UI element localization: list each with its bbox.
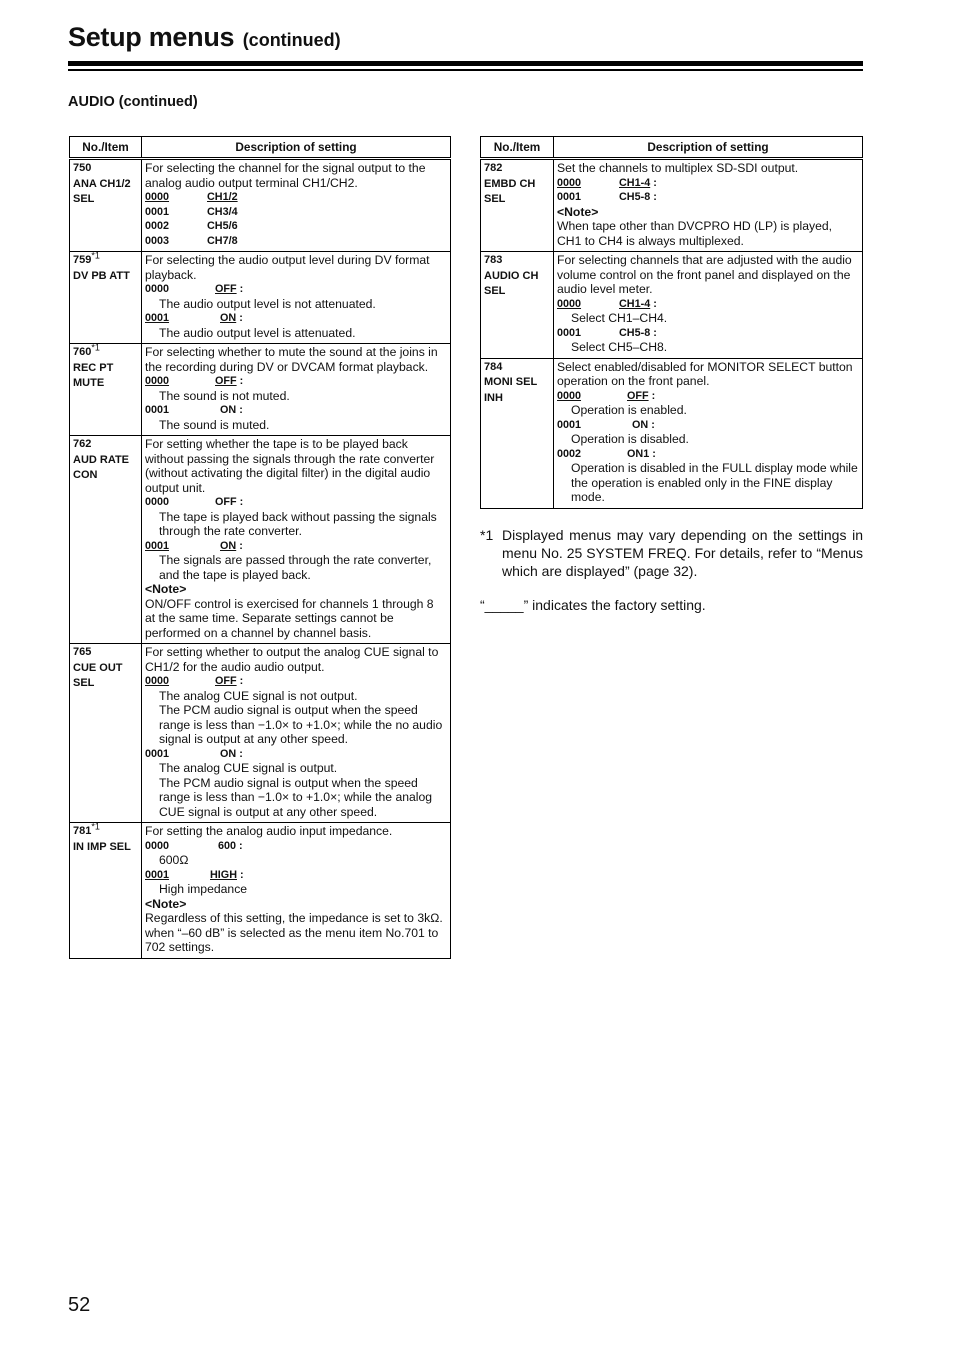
table-row	[70, 436, 451, 644]
table-row	[481, 252, 863, 359]
footnote-ref: *1	[91, 821, 100, 832]
option-label: ON :	[220, 747, 243, 760]
description-cell	[142, 252, 451, 344]
title-rule-thick	[68, 61, 863, 66]
description-text: For selecting the audio output level during DV format playback.	[145, 253, 430, 282]
description-text: For selecting channels that are adjusted with the audio volume control on the front panel and displayed on the audio level meter.	[557, 253, 852, 296]
table-row	[70, 159, 451, 252]
option-code: 0000	[145, 375, 170, 387]
option-label: OFF :	[215, 283, 244, 295]
option-code: 0000	[145, 496, 170, 508]
note-text: ON/OFF control is exercised for channels 1 through 8 at the same time. Separate settings cannot be performed on a channel by channel basis.	[145, 596, 434, 640]
option-label: OFF :	[627, 389, 656, 402]
option-text: Select CH5–CH8.	[571, 340, 668, 354]
item-name: CON	[73, 469, 98, 481]
settings-table-left	[69, 136, 451, 959]
title-main: Setup menus	[68, 22, 235, 52]
option-line	[145, 495, 447, 510]
item-number-line	[73, 342, 138, 361]
option-label: CH5-8 :	[619, 326, 657, 339]
item-name: SEL	[484, 285, 506, 297]
header-description: Description of setting	[554, 137, 863, 159]
option-text: Operation is disabled in the FULL display mode while the operation is enabled only in the FINE display mode.	[571, 461, 858, 504]
option-label: CH1-4 :	[619, 297, 657, 310]
option-line	[145, 747, 447, 762]
description-text: For setting the analog audio input impedance.	[145, 824, 393, 838]
item-name: MONI SEL	[484, 376, 538, 388]
option-label: CH1/2	[207, 191, 238, 203]
option-text: Operation is disabled.	[571, 432, 689, 446]
option-line	[557, 176, 859, 191]
description-text: For selecting whether to mute the sound at the joins in the recording during DV or DVCAM format playback.	[145, 345, 438, 374]
option-label: OFF :	[215, 375, 244, 387]
note-label: <Note>	[557, 204, 599, 219]
item-name: DV PB ATT	[73, 269, 130, 282]
option-code: 0000	[145, 675, 170, 687]
option-code: 0001	[145, 312, 170, 324]
item-name: SEL	[73, 193, 95, 205]
item-number: 750	[73, 162, 92, 174]
title-rule-thin	[68, 69, 863, 71]
option-text: 600Ω	[159, 853, 189, 867]
option-line	[145, 311, 447, 326]
option-code: 0003	[145, 234, 170, 247]
page-title	[68, 22, 341, 53]
table-header-row	[70, 137, 451, 159]
option-line	[557, 389, 859, 404]
option-line	[557, 447, 859, 462]
description-cell	[142, 436, 451, 644]
option-text: The audio output level is attenuated.	[159, 325, 356, 340]
item-number: 759	[73, 254, 92, 266]
item-number: 762	[73, 438, 92, 450]
option-text: The PCM audio signal is output when the speed range is less than −1.0× to +1.0×; while the no audio signal is output at any other speed.	[159, 703, 443, 746]
option-code: 0000	[145, 191, 170, 203]
option-line	[145, 190, 447, 205]
table-row	[70, 252, 451, 344]
option-code: 0001	[145, 868, 170, 881]
header-no-item: No./Item	[481, 137, 554, 159]
page-number: 52	[68, 1294, 91, 1316]
option-line	[145, 868, 447, 883]
description-cell	[142, 823, 451, 959]
option-text: Select CH1–CH4.	[571, 311, 668, 325]
item-number-line	[73, 821, 138, 840]
item-cell	[70, 344, 142, 436]
option-label: OFF :	[215, 675, 244, 687]
footnote-ref: *1	[91, 250, 100, 261]
item-number: 765	[73, 646, 92, 658]
option-label: 600 :	[218, 839, 243, 852]
option-line	[145, 403, 447, 418]
note-text: When tape other than DVCPRO HD (LP) is played, CH1 to CH4 is always multiplexed.	[557, 219, 833, 248]
description-text: Set the channels to multiplex SD-SDI output.	[557, 161, 799, 175]
description-cell	[554, 159, 863, 252]
option-line	[145, 539, 447, 554]
item-cell	[481, 358, 554, 508]
option-text: The sound is not muted.	[159, 388, 290, 403]
option-label: CH1-4 :	[619, 176, 657, 189]
item-number: 781	[73, 825, 92, 837]
item-name: SEL	[73, 677, 95, 689]
option-text: The sound is muted.	[159, 417, 270, 432]
option-line	[145, 219, 447, 234]
option-code: 0000	[145, 283, 170, 295]
option-code: 0001	[145, 539, 170, 552]
option-line	[145, 374, 447, 389]
option-code: 0001	[557, 326, 582, 339]
option-text: The analog CUE signal is not output.	[159, 688, 358, 703]
option-line	[145, 674, 447, 689]
item-number: 760	[73, 346, 92, 358]
factory-setting-note: “_____” indicates the factory setting.	[480, 597, 706, 613]
item-name: REC PT	[73, 361, 114, 374]
option-label: CH5/6	[207, 220, 238, 232]
option-label: ON :	[632, 418, 655, 431]
table-row	[481, 159, 863, 252]
description-cell	[142, 159, 451, 252]
description-text: For setting whether to output the analog CUE signal to CH1/2 for the audio audio output.	[145, 645, 439, 674]
item-cell	[70, 159, 142, 252]
option-line	[145, 839, 447, 854]
item-number-line	[73, 250, 138, 269]
item-number: 783	[484, 254, 503, 266]
option-code: 0000	[557, 176, 582, 189]
option-label-underlined: OFF	[215, 675, 237, 687]
header-description: Description of setting	[142, 137, 451, 159]
description-cell	[142, 344, 451, 436]
option-line	[557, 190, 859, 205]
item-name: AUDIO CH	[484, 269, 539, 282]
item-name: IN IMP SEL	[73, 840, 131, 853]
note-label: <Note>	[145, 582, 187, 596]
option-code: 0000	[557, 389, 582, 402]
option-code: 0000	[145, 839, 170, 852]
option-line	[145, 282, 447, 297]
option-code: 0002	[145, 220, 170, 232]
item-cell	[70, 644, 142, 823]
table-row	[481, 358, 863, 508]
option-label-underlined: OFF	[627, 389, 649, 402]
item-name: INH	[484, 391, 503, 404]
footnote-ref: *1	[91, 342, 100, 353]
option-label: ON1 :	[627, 447, 656, 460]
footnote	[480, 526, 863, 580]
table-row	[70, 644, 451, 823]
option-label: CH3/4	[207, 205, 238, 218]
option-label: HIGH :	[210, 868, 244, 881]
item-name: ANA CH1/2	[73, 177, 131, 190]
option-label-underlined: CH1-4	[619, 176, 651, 189]
option-line	[557, 326, 859, 341]
option-code: 0001	[145, 404, 170, 416]
footnote-mark: *1	[480, 527, 494, 543]
item-cell	[481, 252, 554, 359]
description-text: Select enabled/disabled for MONITOR SELECT button operation on the front panel.	[557, 359, 853, 388]
item-name: SEL	[484, 193, 506, 205]
option-label: CH5-8 :	[619, 191, 657, 203]
table-row	[70, 823, 451, 959]
option-code: 0000	[557, 297, 582, 310]
option-label-underlined: OFF	[215, 375, 237, 387]
description-cell	[554, 252, 863, 359]
table-row	[70, 344, 451, 436]
option-text: The analog CUE signal is output.	[159, 761, 338, 775]
item-number: 782	[484, 162, 503, 174]
option-label-underlined: HIGH	[210, 868, 237, 881]
option-text: The signals are passed through the rate converter, and the tape is played back.	[159, 553, 432, 582]
option-line	[557, 418, 859, 433]
item-name: AUD RATE	[73, 453, 130, 466]
description-cell	[554, 358, 863, 508]
option-label: ON :	[220, 404, 243, 416]
description-text: For selecting the channel for the signal output to the analog audio output terminal CH1/CH2.	[145, 161, 426, 190]
option-line	[145, 205, 447, 220]
option-label-underlined: ON	[220, 312, 237, 324]
item-cell	[70, 252, 142, 344]
table-header-row	[481, 137, 863, 159]
item-cell	[70, 823, 142, 959]
item-name: EMBD CH	[484, 177, 536, 190]
option-text: The audio output level is not attenuated.	[159, 296, 376, 311]
option-label: ON :	[220, 312, 243, 324]
option-line	[557, 297, 859, 312]
option-label: OFF :	[215, 496, 244, 508]
item-number: 784	[484, 360, 503, 373]
section-heading: AUDIO (continued)	[68, 94, 198, 110]
option-text: The tape is played back without passing the signals through the rate converter.	[159, 509, 437, 538]
option-line	[145, 234, 447, 249]
option-code: 0001	[145, 747, 170, 760]
option-code: 0002	[557, 447, 582, 460]
note-label: <Note>	[145, 896, 187, 911]
settings-table-right	[480, 136, 863, 509]
option-code: 0001	[557, 418, 582, 431]
item-name: MUTE	[73, 377, 105, 389]
description-cell	[142, 644, 451, 823]
header-no-item: No./Item	[70, 137, 142, 159]
option-text: Operation is enabled.	[571, 403, 687, 417]
footnote-text: Displayed menus may vary depending on the settings in menu No. 25 SYSTEM FREQ. For details, refer to “Menus which are displayed” (page 32).	[502, 527, 863, 579]
description-text: For setting whether the tape is to be played back without passing the signals through the rate converter (without activating the digital filter) in the digital audio output unit.	[145, 437, 435, 495]
item-cell	[70, 436, 142, 644]
option-label: CH7/8	[207, 234, 238, 247]
option-text: The PCM audio signal is output when the speed range is less than −1.0× to +1.0×; while the analog CUE signal is output at any other speed.	[159, 775, 433, 819]
option-label-underlined: CH1-4	[619, 297, 651, 310]
option-label: ON :	[220, 539, 243, 552]
option-label-underlined: OFF	[215, 283, 237, 295]
option-code: 0001	[145, 205, 170, 218]
option-code: 0001	[557, 191, 582, 203]
note-text: Regardless of this setting, the impedance is set to 3kΩ. when “–60 dB” is selected as the menu item No.701 to 702 settings.	[145, 911, 443, 954]
option-text: High impedance	[159, 882, 248, 896]
item-cell	[481, 159, 554, 252]
item-name: CUE OUT	[73, 661, 123, 674]
title-sub: (continued)	[242, 30, 341, 50]
option-label-underlined: ON	[220, 539, 237, 552]
